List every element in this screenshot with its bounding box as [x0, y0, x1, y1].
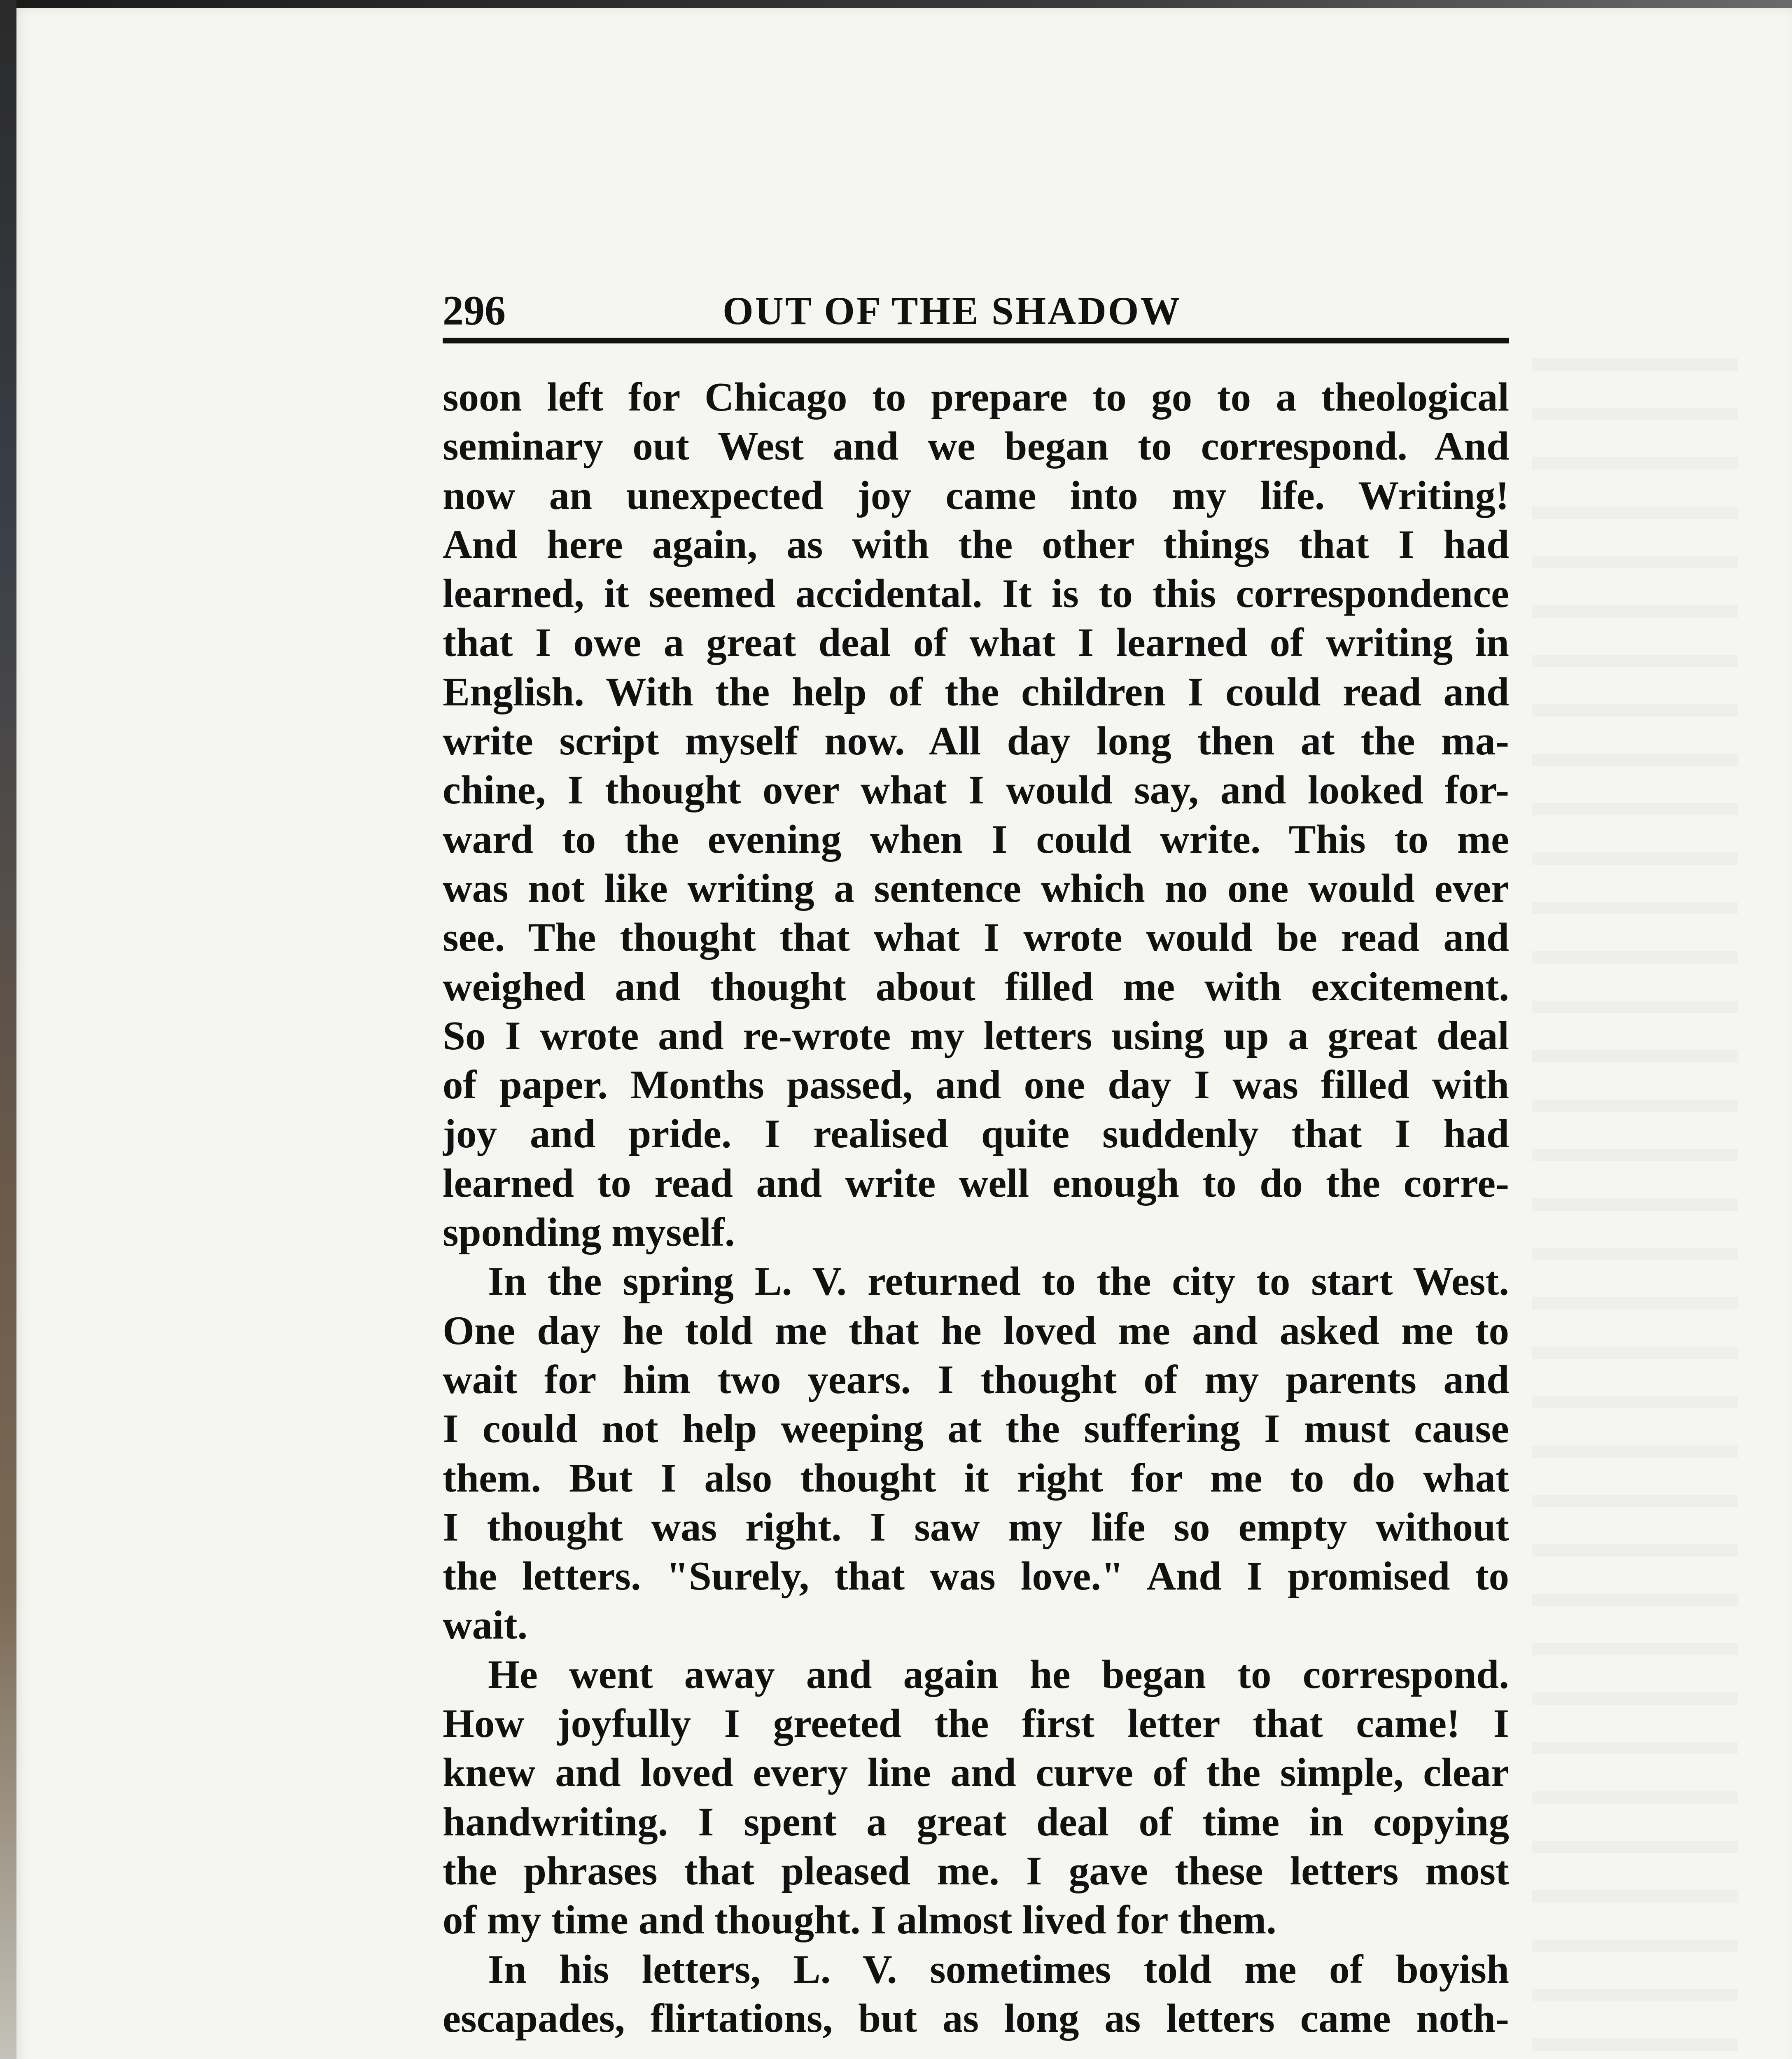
text-line: chine, I thought over what I would say, and looked for-: [443, 768, 1509, 813]
text-line: wait for him two years. I thought of my parents and: [443, 1357, 1509, 1402]
page-header: [443, 284, 1509, 343]
text-line: And here again, as with the other things that I had: [443, 522, 1509, 567]
text-line: learned to read and write well enough to do the corre-: [443, 1160, 1509, 1206]
text-line: joy and pride. I realised quite suddenly that I had: [443, 1111, 1509, 1157]
text-line: So I wrote and re-wrote my letters using up a great deal: [443, 1013, 1509, 1058]
text-line: the letters. "Surely, that was love." And I promised to: [443, 1554, 1509, 1599]
paragraph-end-line: of my time and thought. I almost lived for them.: [443, 1898, 1276, 1943]
paragraph-start-line: He went away and again he began to correspond.: [488, 1652, 1509, 1697]
paragraph-end-line: wait.: [443, 1603, 528, 1648]
text-line: of paper. Months passed, and one day I was filled with: [443, 1062, 1509, 1108]
scan-top-edge: [0, 0, 1792, 8]
scan-left-edge: [0, 0, 16, 2059]
text-line: them. But I also thought it right for me to do what: [443, 1455, 1509, 1501]
text-line: How joyfully I greeted the first letter that came! I: [443, 1701, 1509, 1746]
text-line: was not like writing a sentence which no one would ever: [443, 866, 1509, 911]
text-line: write script myself now. All day long then at the ma-: [443, 719, 1509, 764]
text-line: weighed and thought about filled me with excitement.: [443, 964, 1509, 1009]
text-line: escapades, flirtations, but as long as letters came noth-: [443, 1996, 1509, 2041]
text-line: One day he told me that he loved me and asked me to: [443, 1308, 1509, 1353]
text-line: knew and loved every line and curve of the simple, clear: [443, 1750, 1509, 1795]
text-line: I could not help weeping at the suffering I must cause: [443, 1406, 1509, 1452]
text-line: seminary out West and we began to correspond. And: [443, 424, 1509, 469]
text-line: soon left for Chicago to prepare to go to a theological: [443, 375, 1509, 420]
paragraph-start-line: In the spring L. V. returned to the city to start West.: [488, 1259, 1509, 1304]
text-line: see. The thought that what I wrote would be read and: [443, 915, 1509, 960]
page-number: 296: [443, 287, 506, 334]
text-line: learned, it seemed accidental. It is to this correspondence: [443, 571, 1509, 616]
text-line: ward to the evening when I could write. This to me: [443, 817, 1509, 862]
running-head: OUT OF THE SHADOW: [723, 289, 1182, 333]
paragraph-end-line: sponding myself.: [443, 1210, 735, 1255]
text-line: the phrases that pleased me. I gave these letters most: [443, 1848, 1509, 1893]
paragraph-start-line: In his letters, L. V. sometimes told me of boyish: [488, 1947, 1509, 1992]
text-line: English. With the help of the children I could read and: [443, 669, 1509, 714]
text-line: I thought was right. I saw my life so empty without: [443, 1504, 1509, 1550]
text-line: that I owe a great deal of what I learned of writing in: [443, 620, 1509, 665]
body-text: [443, 373, 1509, 2043]
show-through-texture: [1532, 329, 1738, 2059]
text-line: now an unexpected joy came into my life. Writing!: [443, 473, 1509, 518]
text-line: handwriting. I spent a great deal of time in copying: [443, 1799, 1509, 1844]
